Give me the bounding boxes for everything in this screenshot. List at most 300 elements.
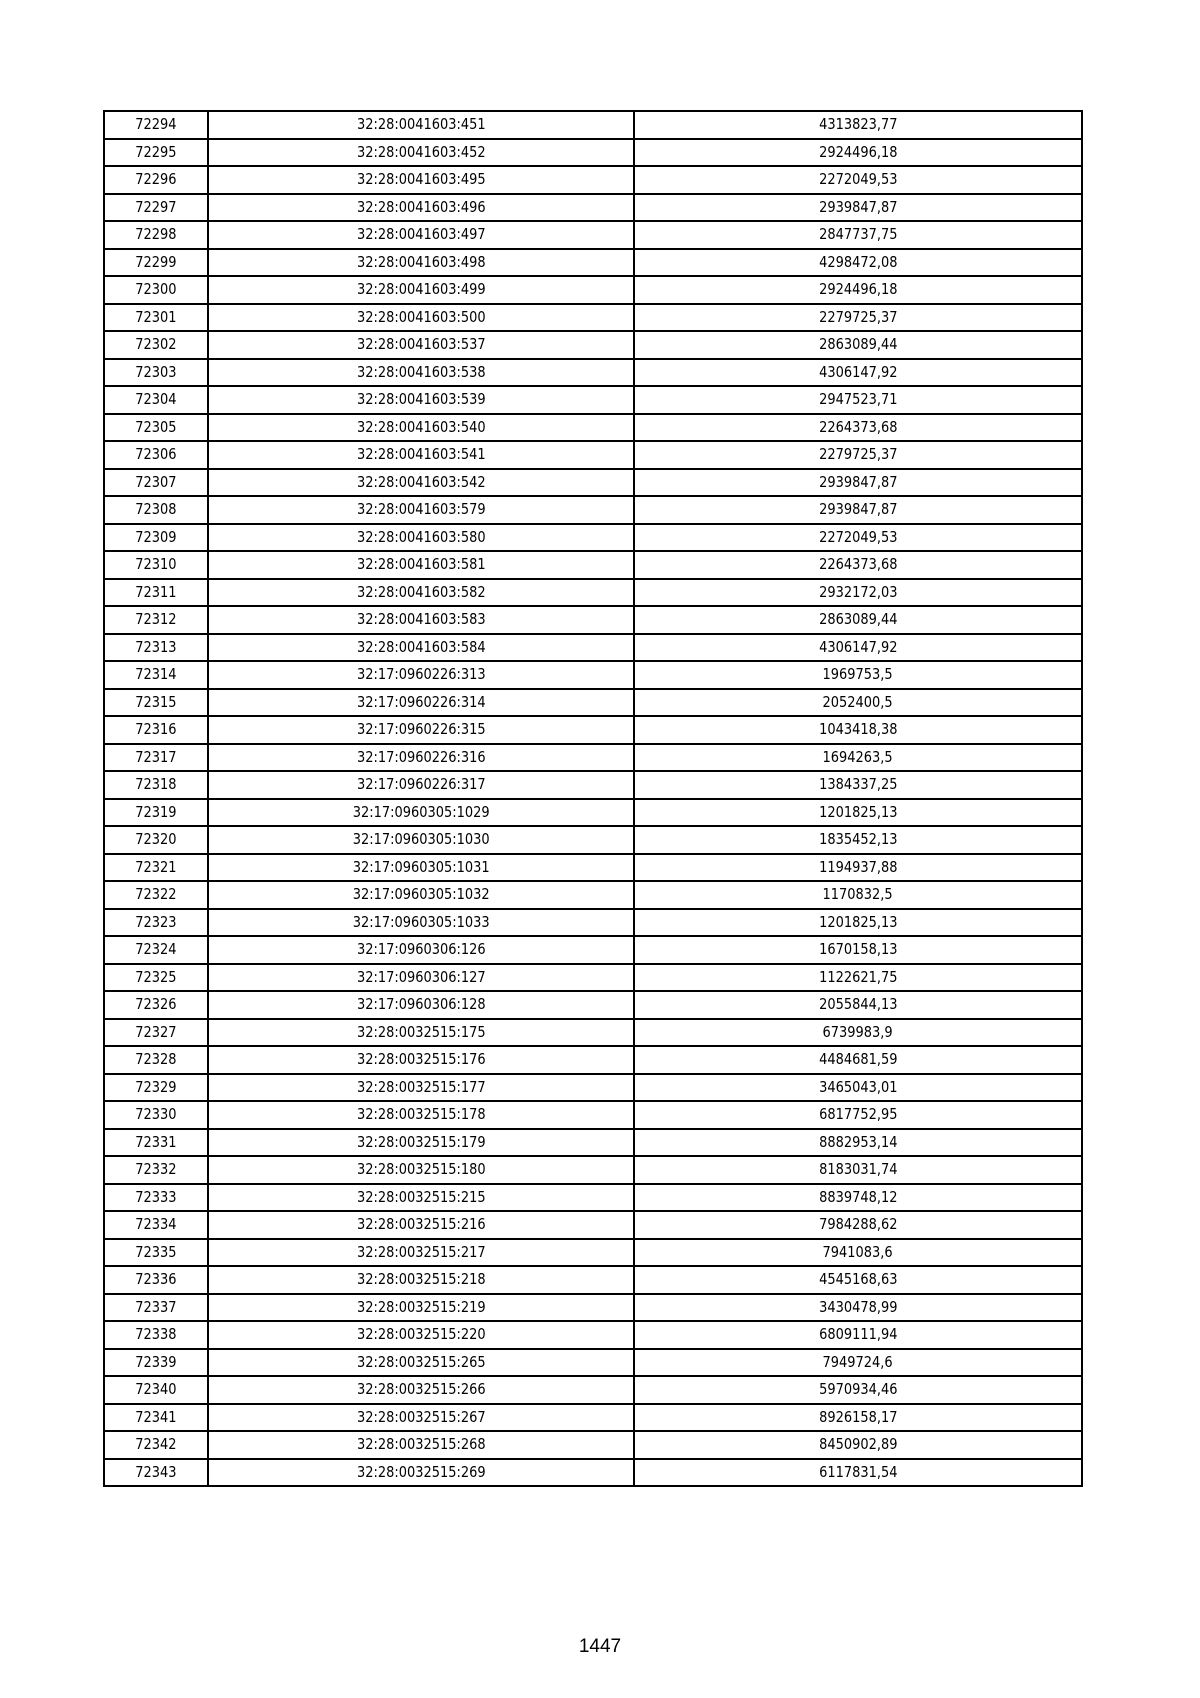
row-number-cell xyxy=(107,194,205,222)
table-row xyxy=(104,606,1082,634)
table-row xyxy=(104,1321,1082,1349)
row-number-cell-text: 72324 xyxy=(135,940,177,958)
cadastral-number-cell-text: 32:28:0041603:496 xyxy=(356,197,486,216)
cadastral-number-cell xyxy=(221,1156,621,1184)
value-cell xyxy=(647,1046,1068,1074)
value-cell-text: 2264373,68 xyxy=(818,417,898,436)
row-number-cell xyxy=(107,1404,205,1432)
cadastral-number-cell xyxy=(221,716,621,744)
row-number-cell-text: 72303 xyxy=(135,362,177,381)
value-cell-text: 2264373,68 xyxy=(818,555,898,573)
cadastral-number-cell xyxy=(221,991,621,1019)
row-number-cell xyxy=(107,1294,205,1322)
row-number-cell-text: 72308 xyxy=(135,500,177,518)
cadastral-number-cell-text: 32:17:0960305:1032 xyxy=(352,885,490,903)
cadastral-number-cell-text: 32:28:0041603:538 xyxy=(356,362,486,381)
cadastral-number-cell-text: 32:28:0041603:497 xyxy=(356,225,486,243)
cadastral-number-cell-text: 32:17:0960226:313 xyxy=(356,665,486,683)
value-cell-text: 4306147,92 xyxy=(818,362,898,381)
row-number-cell-text: 72323 xyxy=(135,912,177,931)
table-row xyxy=(104,1156,1082,1184)
cadastral-number-cell xyxy=(221,826,621,854)
table-row xyxy=(104,524,1082,552)
table-row xyxy=(104,1459,1082,1487)
cadastral-number-cell xyxy=(221,1019,621,1047)
value-cell xyxy=(647,716,1068,744)
value-cell-text: 2939847,87 xyxy=(818,197,898,216)
cadastral-number-cell xyxy=(221,936,621,964)
cadastral-number-cell xyxy=(221,1294,621,1322)
value-cell xyxy=(647,304,1068,332)
row-number-cell-text: 72331 xyxy=(135,1132,177,1151)
row-number-cell xyxy=(107,854,205,882)
cadastral-number-cell-text: 32:28:0041603:584 xyxy=(356,637,486,656)
cadastral-number-cell-text: 32:28:0041603:539 xyxy=(356,390,486,408)
value-cell xyxy=(647,331,1068,359)
cadastral-number-cell xyxy=(221,221,621,249)
value-cell-text: 8450902,89 xyxy=(818,1435,898,1453)
row-number-cell-text: 72337 xyxy=(135,1297,177,1316)
row-number-cell xyxy=(107,496,205,524)
value-cell-text: 2052400,5 xyxy=(822,692,894,711)
table-row xyxy=(104,1211,1082,1239)
table-row xyxy=(104,909,1082,937)
value-cell xyxy=(647,634,1068,662)
value-cell-text: 1043418,38 xyxy=(818,720,898,738)
cadastral-number-cell-text: 32:28:0041603:583 xyxy=(356,610,486,628)
row-number-cell-text: 72315 xyxy=(135,692,177,711)
table-row xyxy=(104,276,1082,304)
row-number-cell xyxy=(107,1459,205,1487)
row-number-cell-text: 72332 xyxy=(135,1160,177,1178)
row-number-cell-text: 72298 xyxy=(135,225,177,243)
row-number-cell xyxy=(107,359,205,387)
cadastral-number-cell xyxy=(221,441,621,469)
cadastral-number-cell-text: 32:28:0041603:499 xyxy=(356,280,486,298)
row-number-cell-text: 72314 xyxy=(135,665,177,683)
cadastral-number-cell-text: 32:28:0041603:452 xyxy=(356,142,486,161)
cadastral-number-cell xyxy=(221,524,621,552)
row-number-cell xyxy=(107,386,205,414)
value-cell-text: 2939847,87 xyxy=(818,500,898,518)
row-number-cell-text: 72307 xyxy=(135,472,177,491)
cadastral-number-cell-text: 32:28:0041603:498 xyxy=(356,252,486,271)
cadastral-number-cell xyxy=(221,1184,621,1212)
table-row xyxy=(104,1129,1082,1157)
value-cell-text: 5970934,46 xyxy=(818,1380,898,1398)
value-cell xyxy=(647,964,1068,992)
row-number-cell xyxy=(107,111,205,139)
cadastral-number-cell xyxy=(221,661,621,689)
value-cell xyxy=(647,991,1068,1019)
cadastral-number-cell xyxy=(221,194,621,222)
value-cell xyxy=(647,1266,1068,1294)
table-row xyxy=(104,744,1082,772)
cadastral-number-cell xyxy=(221,1129,621,1157)
row-number-cell xyxy=(107,689,205,717)
value-cell xyxy=(647,1211,1068,1239)
row-number-cell-text: 72333 xyxy=(135,1187,177,1206)
table-row xyxy=(104,1376,1082,1404)
cadastral-number-cell xyxy=(221,304,621,332)
row-number-cell xyxy=(107,1156,205,1184)
cadastral-number-cell xyxy=(221,1046,621,1074)
table-row xyxy=(104,716,1082,744)
row-number-cell xyxy=(107,1019,205,1047)
value-cell xyxy=(647,139,1068,167)
table-row xyxy=(104,991,1082,1019)
value-cell xyxy=(647,744,1068,772)
table-row xyxy=(104,854,1082,882)
cadastral-number-cell-text: 32:28:0032515:177 xyxy=(356,1077,486,1096)
value-cell xyxy=(647,826,1068,854)
cadastral-number-cell xyxy=(221,854,621,882)
value-cell xyxy=(647,249,1068,277)
table-row xyxy=(104,221,1082,249)
row-number-cell-text: 72316 xyxy=(135,720,177,738)
table-row xyxy=(104,331,1082,359)
row-number-cell xyxy=(107,331,205,359)
table-row xyxy=(104,386,1082,414)
row-number-cell-text: 72306 xyxy=(135,445,177,463)
value-cell xyxy=(647,1019,1068,1047)
row-number-cell-text: 72305 xyxy=(135,417,177,436)
cadastral-number-cell xyxy=(221,964,621,992)
cadastral-number-cell xyxy=(221,551,621,579)
value-cell xyxy=(647,166,1068,194)
cadastral-number-cell-text: 32:28:0032515:178 xyxy=(356,1105,486,1123)
row-number-cell-text: 72334 xyxy=(135,1215,177,1233)
value-cell xyxy=(647,194,1068,222)
row-number-cell-text: 72327 xyxy=(135,1022,177,1041)
value-cell xyxy=(647,276,1068,304)
table-row xyxy=(104,1294,1082,1322)
cadastral-number-cell xyxy=(221,414,621,442)
table-row xyxy=(104,111,1082,139)
row-number-cell-text: 72342 xyxy=(135,1435,177,1453)
page-number: 1447 xyxy=(578,1636,622,1657)
row-number-cell xyxy=(107,1239,205,1267)
value-cell xyxy=(647,386,1068,414)
cadastral-number-cell-text: 32:17:0960306:126 xyxy=(356,940,486,958)
row-number-cell xyxy=(107,1101,205,1129)
cadastral-number-cell xyxy=(221,166,621,194)
value-cell-text: 2847737,75 xyxy=(818,225,898,243)
row-number-cell xyxy=(107,909,205,937)
cadastral-number-cell xyxy=(221,606,621,634)
row-number-cell xyxy=(107,1129,205,1157)
row-number-cell xyxy=(107,634,205,662)
table-row xyxy=(104,414,1082,442)
value-cell xyxy=(647,1239,1068,1267)
table-row xyxy=(104,1404,1082,1432)
cadastral-number-cell xyxy=(221,744,621,772)
value-cell-text: 2279725,37 xyxy=(818,307,898,326)
table-row xyxy=(104,689,1082,717)
row-number-cell xyxy=(107,606,205,634)
cadastral-number-cell-text: 32:28:0032515:215 xyxy=(356,1187,486,1206)
value-cell-text: 2055844,13 xyxy=(818,995,898,1013)
value-cell xyxy=(647,414,1068,442)
row-number-cell xyxy=(107,716,205,744)
cadastral-number-cell-text: 32:28:0041603:540 xyxy=(356,417,486,436)
value-cell-text: 7949724,6 xyxy=(822,1352,894,1371)
value-cell xyxy=(647,1156,1068,1184)
cadastral-number-cell-text: 32:28:0041603:581 xyxy=(356,555,486,573)
value-cell xyxy=(647,1321,1068,1349)
row-number-cell xyxy=(107,771,205,799)
value-cell xyxy=(647,1376,1068,1404)
value-cell xyxy=(647,881,1068,909)
row-number-cell-text: 72335 xyxy=(135,1242,177,1261)
cadastral-number-cell-text: 32:17:0960305:1031 xyxy=(352,857,490,876)
value-cell-text: 2272049,53 xyxy=(818,527,898,546)
value-cell-text: 2863089,44 xyxy=(818,610,898,628)
cadastral-number-cell xyxy=(221,249,621,277)
value-cell xyxy=(647,496,1068,524)
value-cell-text: 1122621,75 xyxy=(818,967,898,986)
table-row xyxy=(104,359,1082,387)
row-number-cell xyxy=(107,799,205,827)
row-number-cell-text: 72296 xyxy=(135,170,177,188)
value-cell xyxy=(647,1101,1068,1129)
cadastral-number-cell xyxy=(221,331,621,359)
value-cell xyxy=(647,359,1068,387)
value-cell-text: 2939847,87 xyxy=(818,472,898,491)
value-cell-text: 6117831,54 xyxy=(818,1462,898,1481)
value-cell xyxy=(647,936,1068,964)
row-number-cell xyxy=(107,276,205,304)
cadastral-number-cell xyxy=(221,496,621,524)
value-cell xyxy=(647,1074,1068,1102)
value-cell-text: 1670158,13 xyxy=(818,940,898,958)
table-row xyxy=(104,799,1082,827)
row-number-cell xyxy=(107,1211,205,1239)
table-row xyxy=(104,1019,1082,1047)
value-cell xyxy=(647,854,1068,882)
row-number-cell xyxy=(107,881,205,909)
cadastral-number-cell-text: 32:28:0041603:451 xyxy=(356,115,486,133)
cadastral-number-cell-text: 32:28:0032515:218 xyxy=(356,1270,486,1288)
table-row xyxy=(104,249,1082,277)
table-row xyxy=(104,579,1082,607)
row-number-cell-text: 72343 xyxy=(135,1462,177,1481)
cadastral-number-cell-text: 32:17:0960226:314 xyxy=(356,692,486,711)
value-cell-text: 8839748,12 xyxy=(818,1187,898,1206)
row-number-cell-text: 72294 xyxy=(135,115,177,133)
cadastral-number-cell xyxy=(221,634,621,662)
row-number-cell xyxy=(107,991,205,1019)
row-number-cell xyxy=(107,304,205,332)
row-number-cell-text: 72338 xyxy=(135,1325,177,1343)
cadastral-number-cell-text: 32:28:0041603:579 xyxy=(356,500,486,518)
table-row xyxy=(104,551,1082,579)
value-cell xyxy=(647,661,1068,689)
table-row xyxy=(104,771,1082,799)
row-number-cell-text: 72322 xyxy=(135,885,177,903)
value-cell-text: 1201825,13 xyxy=(818,912,898,931)
row-number-cell xyxy=(107,469,205,497)
cadastral-number-cell xyxy=(221,1349,621,1377)
cadastral-number-cell-text: 32:28:0032515:217 xyxy=(356,1242,486,1261)
table-row xyxy=(104,1239,1082,1267)
table-row xyxy=(104,441,1082,469)
value-cell xyxy=(647,221,1068,249)
row-number-cell-text: 72318 xyxy=(135,775,177,793)
cadastral-number-cell xyxy=(221,276,621,304)
row-number-cell xyxy=(107,1376,205,1404)
cadastral-number-cell xyxy=(221,1376,621,1404)
value-cell xyxy=(647,799,1068,827)
cadastral-number-cell-text: 32:28:0032515:269 xyxy=(356,1462,486,1481)
value-cell xyxy=(647,1431,1068,1459)
row-number-cell-text: 72326 xyxy=(135,995,177,1013)
value-cell-text: 4484681,59 xyxy=(818,1050,898,1068)
row-number-cell-text: 72329 xyxy=(135,1077,177,1096)
table-row xyxy=(104,194,1082,222)
cadastral-number-cell-text: 32:28:0032515:216 xyxy=(356,1215,486,1233)
value-cell xyxy=(647,524,1068,552)
table-row xyxy=(104,139,1082,167)
value-cell-text: 8926158,17 xyxy=(818,1407,898,1426)
value-cell xyxy=(647,1349,1068,1377)
row-number-cell-text: 72339 xyxy=(135,1352,177,1371)
table-row xyxy=(104,826,1082,854)
value-cell-text: 2863089,44 xyxy=(818,335,898,353)
value-cell xyxy=(647,1459,1068,1487)
value-cell-text: 1194937,88 xyxy=(818,857,898,876)
cadastral-number-cell-text: 32:28:0032515:266 xyxy=(356,1380,486,1398)
row-number-cell-text: 72309 xyxy=(135,527,177,546)
row-number-cell-text: 72341 xyxy=(135,1407,177,1426)
cadastral-number-cell xyxy=(221,139,621,167)
row-number-cell-text: 72302 xyxy=(135,335,177,353)
cadastral-number-cell-text: 32:28:0032515:179 xyxy=(356,1132,486,1151)
table-row xyxy=(104,881,1082,909)
value-cell xyxy=(647,469,1068,497)
cadastral-number-cell-text: 32:17:0960305:1033 xyxy=(352,912,490,931)
value-cell xyxy=(647,606,1068,634)
value-cell xyxy=(647,1184,1068,1212)
row-number-cell xyxy=(107,579,205,607)
value-cell xyxy=(647,111,1068,139)
cadastral-number-cell-text: 32:28:0032515:175 xyxy=(356,1022,486,1041)
table-row xyxy=(104,469,1082,497)
row-number-cell-text: 72321 xyxy=(135,857,177,876)
value-cell-text: 2924496,18 xyxy=(818,142,898,161)
value-cell-text: 2924496,18 xyxy=(818,280,898,298)
row-number-cell xyxy=(107,936,205,964)
row-number-cell-text: 72325 xyxy=(135,967,177,986)
value-cell-text: 1694263,5 xyxy=(822,747,894,766)
row-number-cell xyxy=(107,1431,205,1459)
table-row xyxy=(104,1266,1082,1294)
cadastral-number-cell xyxy=(221,1459,621,1487)
value-cell-text: 6809111,94 xyxy=(818,1325,898,1343)
row-number-cell-text: 72336 xyxy=(135,1270,177,1288)
cadastral-number-cell xyxy=(221,799,621,827)
cadastral-number-cell-text: 32:28:0032515:268 xyxy=(356,1435,486,1453)
cadastral-number-cell-text: 32:17:0960306:127 xyxy=(356,967,486,986)
cadastral-number-cell xyxy=(221,689,621,717)
value-cell xyxy=(647,551,1068,579)
row-number-cell-text: 72319 xyxy=(135,802,177,821)
value-cell xyxy=(647,1404,1068,1432)
value-cell-text: 2272049,53 xyxy=(818,170,898,188)
cadastral-number-cell-text: 32:28:0041603:537 xyxy=(356,335,486,353)
value-cell-text: 1835452,13 xyxy=(818,830,898,848)
cadastral-number-cell-text: 32:28:0041603:541 xyxy=(356,445,486,463)
value-cell xyxy=(647,441,1068,469)
cadastral-number-cell xyxy=(221,1074,621,1102)
cadastral-number-cell xyxy=(221,1266,621,1294)
cadastral-number-cell-text: 32:28:0041603:495 xyxy=(356,170,486,188)
value-cell-text: 1969753,5 xyxy=(822,665,894,683)
row-number-cell xyxy=(107,1074,205,1102)
value-cell-text: 2932172,03 xyxy=(818,582,898,601)
row-number-cell-text: 72340 xyxy=(135,1380,177,1398)
value-cell-text: 2947523,71 xyxy=(818,390,898,408)
row-number-cell-text: 72312 xyxy=(135,610,177,628)
row-number-cell xyxy=(107,826,205,854)
value-cell xyxy=(647,579,1068,607)
value-cell-text: 8882953,14 xyxy=(818,1132,898,1151)
cadastral-number-cell-text: 32:17:0960305:1029 xyxy=(352,802,490,821)
value-cell-text: 8183031,74 xyxy=(818,1160,898,1178)
value-cell-text: 6739983,9 xyxy=(822,1022,894,1041)
row-number-cell xyxy=(107,964,205,992)
row-number-cell xyxy=(107,1349,205,1377)
table-row xyxy=(104,1431,1082,1459)
row-number-cell xyxy=(107,1046,205,1074)
value-cell-text: 1201825,13 xyxy=(818,802,898,821)
row-number-cell-text: 72317 xyxy=(135,747,177,766)
cadastral-number-cell-text: 32:28:0032515:180 xyxy=(356,1160,486,1178)
row-number-cell xyxy=(107,1266,205,1294)
value-cell xyxy=(647,1129,1068,1157)
cadastral-number-cell xyxy=(221,1239,621,1267)
table-row xyxy=(104,304,1082,332)
row-number-cell-text: 72304 xyxy=(135,390,177,408)
value-cell xyxy=(647,689,1068,717)
row-number-cell xyxy=(107,166,205,194)
row-number-cell-text: 72300 xyxy=(135,280,177,298)
cadastral-number-cell-text: 32:17:0960226:317 xyxy=(356,775,486,793)
row-number-cell xyxy=(107,249,205,277)
value-cell-text: 6817752,95 xyxy=(818,1105,898,1123)
cadastral-number-cell-text: 32:17:0960226:315 xyxy=(356,720,486,738)
cadastral-number-cell xyxy=(221,111,621,139)
value-cell-text: 1170832,5 xyxy=(822,885,894,903)
value-cell-text: 3430478,99 xyxy=(818,1297,898,1316)
cadastral-number-cell xyxy=(221,1431,621,1459)
table-row xyxy=(104,1101,1082,1129)
cadastral-number-cell-text: 32:28:0032515:219 xyxy=(356,1297,486,1316)
table-row xyxy=(104,936,1082,964)
cadastral-number-cell-text: 32:28:0032515:176 xyxy=(356,1050,486,1068)
row-number-cell-text: 72311 xyxy=(135,582,177,601)
row-number-cell xyxy=(107,524,205,552)
cadastral-number-cell-text: 32:28:0032515:267 xyxy=(356,1407,486,1426)
row-number-cell xyxy=(107,414,205,442)
value-cell xyxy=(647,1294,1068,1322)
cadastral-number-cell xyxy=(221,359,621,387)
row-number-cell-text: 72320 xyxy=(135,830,177,848)
cadastral-number-cell xyxy=(221,771,621,799)
value-cell xyxy=(647,771,1068,799)
cadastral-number-cell-text: 32:28:0041603:542 xyxy=(356,472,486,491)
cadastral-number-cell-text: 32:28:0041603:580 xyxy=(356,527,486,546)
